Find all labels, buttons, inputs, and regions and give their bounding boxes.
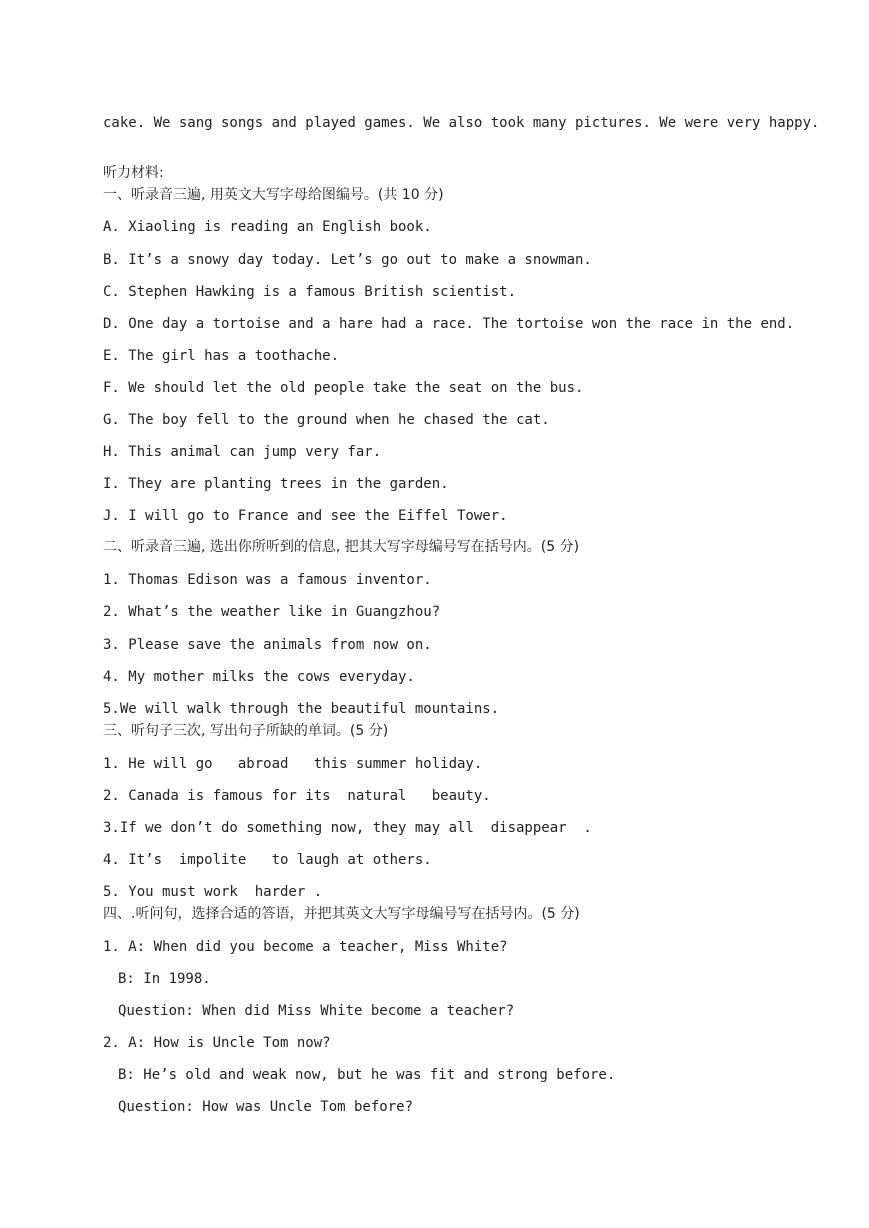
list-item: D. One day a tortoise and a hare had a race. The tortoise won the race in the end. <box>103 316 795 332</box>
dialogue-line-a: 2. A: How is Uncle Tom now? <box>103 1035 331 1051</box>
dialogue-line-a: 1. A: When did you become a teacher, Miss White? <box>103 939 508 955</box>
dialogue-question: Question: How was Uncle Tom before? <box>118 1099 414 1115</box>
list-item: 1. Thomas Edison was a famous inventor. <box>103 572 432 588</box>
section-3-heading: 三、听句子三次, 写出句子所缺的单词。(5 分) <box>103 723 389 739</box>
dialogue-question: Question: When did Miss White become a teacher? <box>118 1003 515 1019</box>
list-item: A. Xiaoling is reading an English book. <box>103 219 432 235</box>
dialogue-line-b: B: In 1998. <box>118 971 211 987</box>
list-item: H. This animal can jump very far. <box>103 444 382 460</box>
list-item: 2. Canada is famous for its natural beauty. <box>103 788 491 804</box>
list-item: 5. You must work harder . <box>103 884 323 900</box>
list-item: B. It’s a snowy day today. Let’s go out to make a snowman. <box>103 252 592 268</box>
section-1-heading: 一、听录音三遍, 用英文大写字母给图编号。(共 10 分) <box>103 187 444 203</box>
list-item: F. We should let the old people take the seat on the bus. <box>103 380 584 396</box>
list-item: G. The boy fell to the ground when he chased the cat. <box>103 412 550 428</box>
materials-label: 听力材料: <box>103 165 164 181</box>
section-4-heading: 四、.听问句，选择合适的答语，并把其英文大写字母编号写在括号内。(5 分) <box>103 906 580 922</box>
list-item: E. The girl has a toothache. <box>103 348 340 364</box>
list-item: 3. Please save the animals from now on. <box>103 637 432 653</box>
dialogue-line-b: B: He’s old and weak now, but he was fit and strong before. <box>118 1067 616 1083</box>
section-2-heading: 二、听录音三遍, 选出你所听到的信息, 把其大写字母编号写在括号内。(5 分) <box>103 539 580 555</box>
list-item: 4. It’s impolite to laugh at others. <box>103 852 432 868</box>
list-item: J. I will go to France and see the Eiffel Tower. <box>103 508 508 524</box>
intro-paragraph: cake. We sang songs and played games. We also took many pictures. We were very happy. <box>103 115 820 131</box>
list-item: 3.If we don’t do something now, they may all disappear . <box>103 820 592 836</box>
list-item: C. Stephen Hawking is a famous British scientist. <box>103 284 517 300</box>
list-item: I. They are planting trees in the garden. <box>103 476 449 492</box>
list-item: 1. He will go abroad this summer holiday. <box>103 756 483 772</box>
list-item: 4. My mother milks the cows everyday. <box>103 669 415 685</box>
list-item: 5.We will walk through the beautiful mountains. <box>103 701 500 717</box>
list-item: 2. What’s the weather like in Guangzhou? <box>103 604 441 620</box>
